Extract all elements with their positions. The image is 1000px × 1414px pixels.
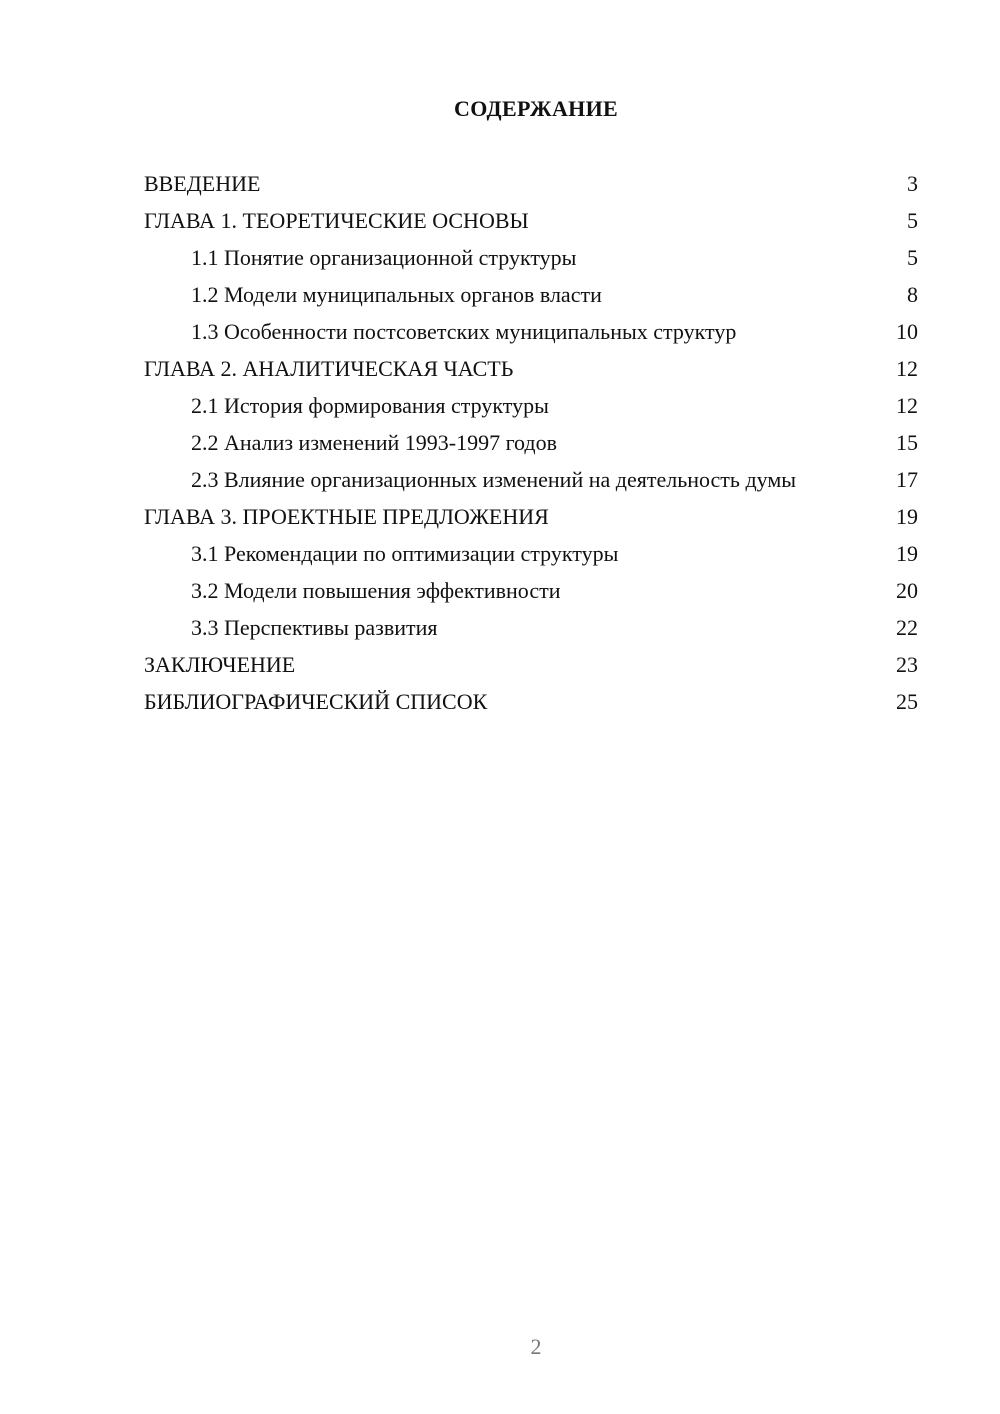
toc-entry-page: 20 [896, 578, 918, 603]
toc-entry-chapter-3 [144, 499, 918, 536]
toc-entry-page: 23 [896, 652, 918, 677]
toc-entry-text: 2.2 Анализ изменений 1993-1997 годов [191, 430, 558, 455]
toc-entry-text: 3.1 Рекомендации по оптимизации структуры [191, 541, 619, 566]
toc-entry-page: 8 [907, 282, 918, 307]
toc-entry-introduction [144, 166, 918, 203]
toc-entry-page: 12 [896, 356, 918, 381]
toc-entry-section-2-3 [144, 462, 918, 499]
toc-entry-page: 22 [896, 615, 918, 640]
toc-entry-page: 10 [896, 319, 918, 344]
table-of-contents [144, 166, 918, 721]
toc-entry-text: 2.1 История формирования структуры [191, 393, 549, 418]
toc-entry-page: 12 [896, 393, 918, 418]
toc-entry-text: 1.1 Понятие организационной структуры [191, 245, 577, 270]
page-number: 2 [530, 1334, 542, 1359]
toc-entry-text: ГЛАВА 2. АНАЛИТИЧЕСКАЯ ЧАСТЬ [144, 356, 514, 381]
toc-entry-text: 2.3 Влияние организационных изменений на деятельность думы [191, 467, 797, 492]
toc-entry-section-2-1 [144, 388, 918, 425]
toc-entry-chapter-1 [144, 203, 918, 240]
toc-entry-text: 3.3 Перспективы развития [191, 615, 438, 640]
toc-entry-section-1-1 [144, 240, 918, 277]
toc-entry-page: 19 [896, 504, 918, 529]
toc-entry-page: 5 [907, 245, 918, 270]
toc-entry-text: ЗАКЛЮЧЕНИЕ [144, 652, 296, 677]
toc-entry-text: ВВЕДЕНИЕ [144, 171, 261, 196]
toc-entry-page: 25 [896, 689, 918, 714]
toc-entry-section-3-1 [144, 536, 918, 573]
toc-entry-section-3-2 [144, 573, 918, 610]
toc-entry-section-1-3 [144, 314, 918, 351]
toc-entry-page: 17 [896, 467, 918, 492]
toc-entry-section-2-2 [144, 425, 918, 462]
toc-entry-text: 3.2 Модели повышения эффективности [191, 578, 561, 603]
toc-title: СОДЕРЖАНИЕ [454, 96, 618, 121]
toc-entry-conclusion [144, 647, 918, 684]
toc-entry-page: 3 [907, 171, 918, 196]
toc-entry-chapter-2 [144, 351, 918, 388]
toc-entry-page: 5 [907, 208, 918, 233]
toc-entry-text: ГЛАВА 3. ПРОЕКТНЫЕ ПРЕДЛОЖЕНИЯ [144, 504, 549, 529]
toc-entry-section-1-2 [144, 277, 918, 314]
toc-entry-text: 1.2 Модели муниципальных органов власти [191, 282, 602, 307]
toc-entry-text: БИБЛИОГРАФИЧЕСКИЙ СПИСОК [144, 689, 488, 714]
toc-entry-text: 1.3 Особенности постсоветских муниципальных структур [191, 319, 737, 344]
toc-entry-bibliography [144, 684, 918, 721]
toc-entry-page: 15 [896, 430, 918, 455]
toc-entry-text: ГЛАВА 1. ТЕОРЕТИЧЕСКИЕ ОСНОВЫ [144, 208, 529, 233]
toc-entry-section-3-3 [144, 610, 918, 647]
toc-entry-page: 19 [896, 541, 918, 566]
